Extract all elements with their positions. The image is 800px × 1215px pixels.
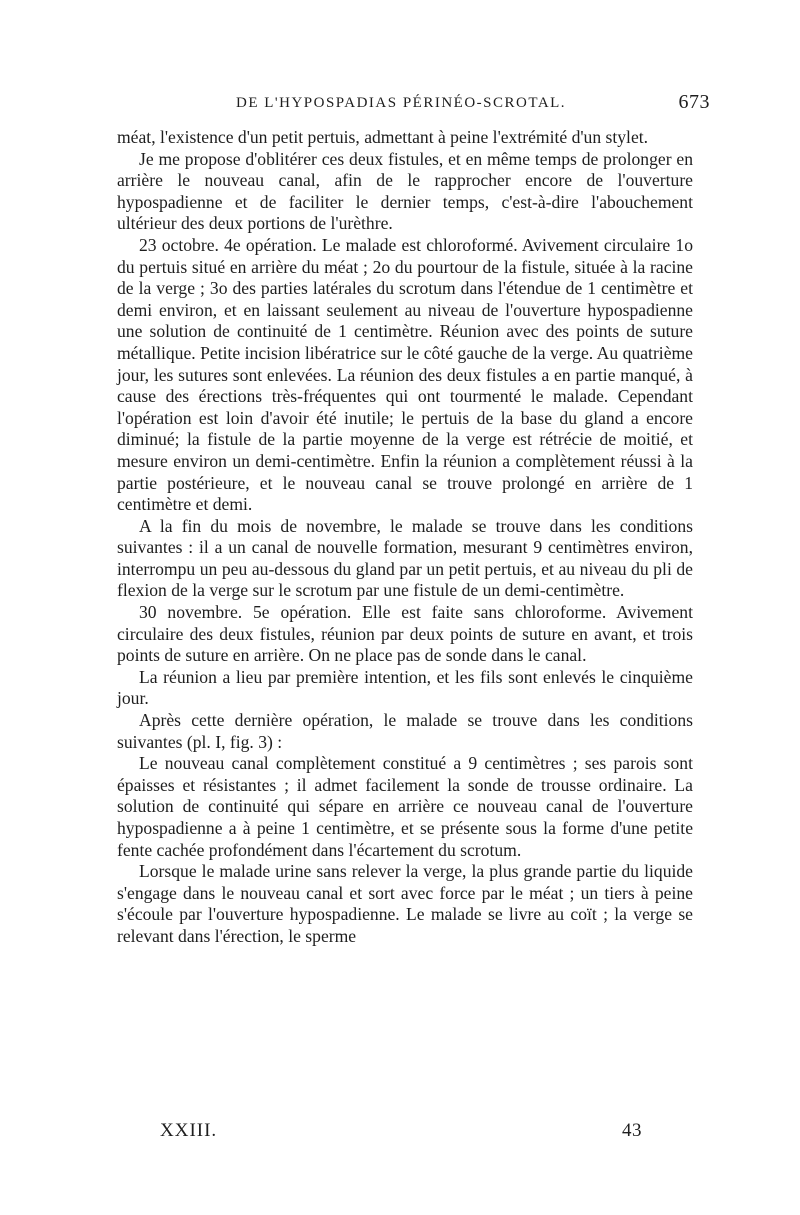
paragraph-7: Après cette dernière opération, le malade se trouve dans les conditions suivantes (pl. I, fig. 3) : xyxy=(117,710,693,752)
paragraph-2: Je me propose d'oblitérer ces deux fistules, et en même temps de prolonger en arrière le nouveau canal, afin de le rapprocher encore de l'ouverture hypospadienne et de faciliter le dernier temps, c'est-à-dire l'abouchement ultérieur des deux portions de l'urèthre. xyxy=(117,148,693,234)
running-title: DE L'HYPOSPADIAS PÉRINÉO-SCROTAL. xyxy=(236,95,567,111)
paragraph-8: Le nouveau canal complètement constitué a 9 centimètres ; ses parois sont épaisses et résistantes ; il admet facilement la sonde de trousse ordinaire. La solution de continuité qui sépare en arrière ce nouveau canal de l'ouverture hypospadienne a à peine 1 centimètre, et se présente sous la forme d'une petite fente cachée profondément dans l'écartement du scrotum. xyxy=(117,753,693,860)
signature-number: 43 xyxy=(622,1120,642,1141)
body-text xyxy=(117,127,693,948)
paragraph-6: La réunion a lieu par première intention, et les fils sont enlevés le cinquième jour. xyxy=(117,666,693,709)
paragraph-5: 30 novembre. 5e opération. Elle est faite sans chloroforme. Avivement circulaire des deux fistules, réunion par deux points de suture en avant, et trois points de suture en arrière. On ne place pas de sonde dans le canal. xyxy=(117,602,693,666)
paragraph-1: méat, l'existence d'un petit pertuis, admettant à peine l'extrémité d'un stylet. xyxy=(117,127,649,147)
signature-mark: XXIII. xyxy=(160,1120,218,1141)
running-head xyxy=(118,91,710,123)
paragraph-3: 23 octobre. 4e opération. Le malade est chloroformé. Avivement circulaire 1o du pertuis situé en arrière du méat ; 2o du pourtour de la fistule, située à la racine de la verge ; 3o des parties latérales du scrotum dans l'étendue de 1 centimètre et demi environ, et en laissant seulement au niveau de l'ouverture hypospadienne une solution de continuité de 1 centimètre. Réunion avec des points de suture métallique. Petite incision libératrice sur le côté gauche de la verge. Au quatrième jour, les sutures sont enlevées. La réunion des deux fistules a en partie manqué, à cause des érections très-fréquentes qui ont tourmenté le malade. Cependant l'opération est loin d'avoir été inutile; le pertuis de la base du gland a encore diminué; la fistule de la partie moyenne de la verge est rétrécie de moitié, et mesure environ un demi-centimètre. Enfin la réunion a complètement réussi à la partie postérieure, et le nouveau canal se trouve prolongé en arrière de 1 centimètre et demi. xyxy=(117,234,693,515)
page-footer xyxy=(160,1120,642,1150)
page-number: 673 xyxy=(678,91,710,113)
paragraph-9: Lorsque le malade urine sans relever la verge, la plus grande partie du liquide s'engage dans le nouveau canal et sort avec force par le méat ; un tiers à peine s'écoule par l'ouverture hypospadienne. Le malade se livre au coït ; la verge se relevant dans l'érection, le sperme xyxy=(117,861,693,946)
paragraph-4: A la fin du mois de novembre, le malade se trouve dans les conditions suivantes : il a un canal de nouvelle formation, mesurant 9 centimètres environ, interrompu un peu au-dessous du gland par un petit pertuis, et au niveau du pli de flexion de la verge sur le scrotum par une fistule de un demi-centimètre. xyxy=(117,515,693,601)
